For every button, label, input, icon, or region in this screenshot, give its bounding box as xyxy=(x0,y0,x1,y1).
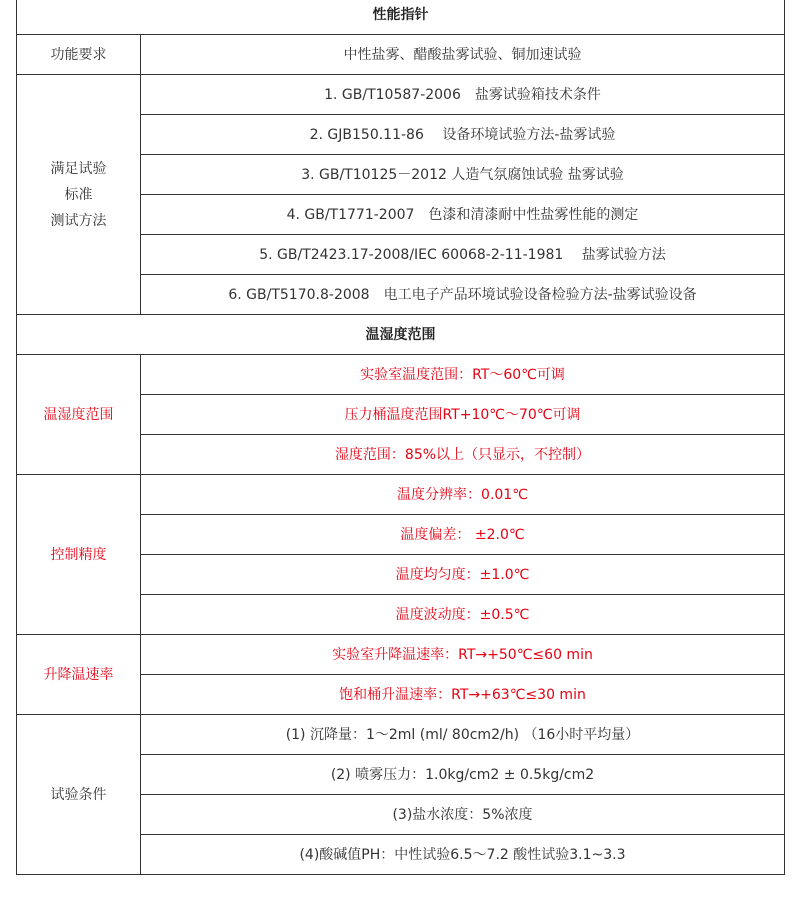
control-item: 温度波动度：±0.5℃ xyxy=(141,595,785,635)
rate-item: 实验室升降温速率：RT→+50℃≤60 min xyxy=(141,635,785,675)
condition-item: (2) 喷雾压力：1.0kg/cm2 ± 0.5kg/cm2 xyxy=(141,755,785,795)
standard-item: 4. GB/T1771-2007 色漆和清漆耐中性盐雾性能的测定 xyxy=(141,195,785,235)
row-label-function: 功能要求 xyxy=(17,35,141,75)
section-header-row xyxy=(17,0,785,35)
standard-item: 3. GB/T10125－2012 人造气氛腐蚀试验 盐雾试验 xyxy=(141,155,785,195)
temp-range-item: 湿度范围：85%以上（只显示，不控制） xyxy=(141,435,785,475)
control-item: 温度偏差： ±2.0℃ xyxy=(141,515,785,555)
table-row xyxy=(17,475,785,515)
condition-item: (3)盐水浓度：5%浓度 xyxy=(141,795,785,835)
control-item: 温度均匀度：±1.0℃ xyxy=(141,555,785,595)
table-row xyxy=(17,355,785,395)
standard-item: 1. GB/T10587-2006 盐雾试验箱技术条件 xyxy=(141,75,785,115)
condition-item: (4)酸碱值PH：中性试验6.5～7.2 酸性试验3.1~3.3 xyxy=(141,835,785,875)
section-title-performance: 性能指针 xyxy=(17,0,785,35)
label-line: 测试方法 xyxy=(50,212,107,229)
condition-item: (1) 沉降量：1～2ml (ml/ 80cm2/h) （16小时平均量） xyxy=(141,715,785,755)
table-row xyxy=(17,635,785,675)
control-item: 温度分辨率：0.01℃ xyxy=(141,475,785,515)
table-row xyxy=(17,35,785,75)
standard-item: 2. GJB150.11-86 设备环境试验方法-盐雾试验 xyxy=(141,115,785,155)
row-label-control: 控制精度 xyxy=(17,475,141,635)
temp-range-item: 压力桶温度范围RT+10℃～70℃可调 xyxy=(141,395,785,435)
row-label-temp-range: 温湿度范围 xyxy=(17,355,141,475)
row-label-standards xyxy=(17,75,141,315)
standard-item: 6. GB/T5170.8-2008 电工电子产品环境试验设备检验方法-盐雾试验设备 xyxy=(141,275,785,315)
label-line: 满足试验 xyxy=(50,160,107,177)
temp-range-item: 实验室温度范围：RT～60℃可调 xyxy=(141,355,785,395)
standard-item: 5. GB/T2423.17-2008/IEC 60068-2-11-1981 盐雾试验方法 xyxy=(141,235,785,275)
cell-function-value: 中性盐雾、醋酸盐雾试验、铜加速试验 xyxy=(141,35,785,75)
rate-item: 饱和桶升温速率：RT→+63℃≤30 min xyxy=(141,675,785,715)
table-row xyxy=(17,75,785,115)
spec-table xyxy=(16,0,785,875)
section-header-row xyxy=(17,315,785,355)
label-line: 标准 xyxy=(64,186,93,203)
table-row xyxy=(17,715,785,755)
section-title-temperature: 温湿度范围 xyxy=(17,315,785,355)
row-label-rate: 升降温速率 xyxy=(17,635,141,715)
row-label-conditions: 试验条件 xyxy=(17,715,141,875)
